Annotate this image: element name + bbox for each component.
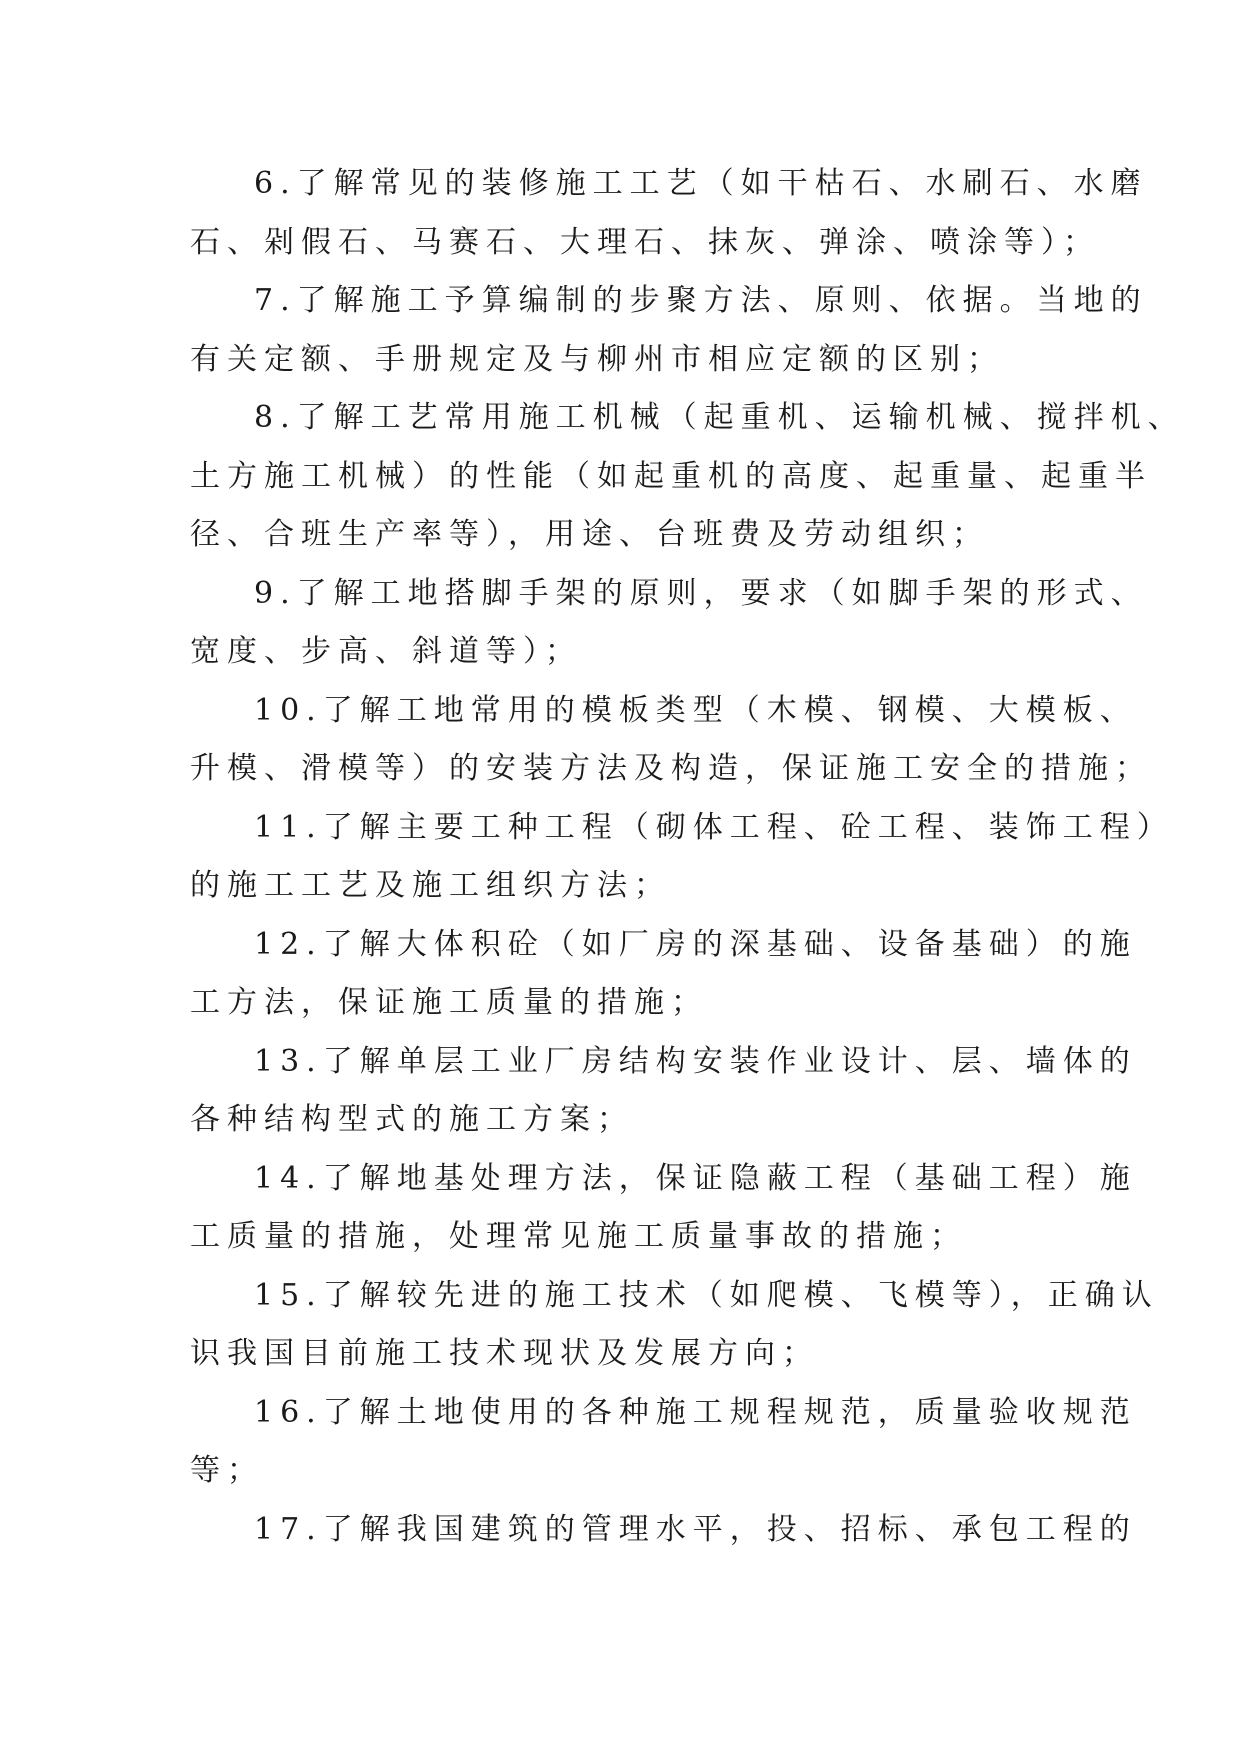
text-line: 10.了解工地常用的模板类型（木模、钢模、大模板、 — [254, 692, 1137, 728]
text-line: 识我国目前施工技术现状及发展方向； — [190, 1336, 819, 1371]
text-line: 11.了解主要工种工程（砌体工程、砼工程、装饰工程） — [254, 809, 1174, 845]
text-line: 6.了解常见的装修施工工艺（如干枯石、水刷石、水磨 — [254, 166, 1148, 201]
text-line: 9.了解工地搭脚手架的原则，要求（如脚手架的形式、 — [254, 575, 1148, 611]
text-line: 12.了解大体积砼（如厂房的深基础、设备基础）的施 — [254, 926, 1137, 962]
text-line: 8.了解工艺常用施工机械（起重机、运输机械、搅拌机、 — [254, 400, 1185, 435]
text-line: 等； — [190, 1453, 264, 1488]
text-line: 14.了解地基处理方法，保证隐蔽工程（基础工程）施 — [254, 1160, 1137, 1196]
text-line: 的施工工艺及施工组织方法； — [190, 868, 671, 903]
text-line: 各种结构型式的施工方案； — [190, 1102, 634, 1137]
document-body — [190, 155, 1185, 1559]
text-line: 工质量的措施，处理常见施工质量事故的措施； — [190, 1219, 967, 1254]
text-line: 工方法，保证施工质量的措施； — [190, 985, 708, 1020]
text-line: 升模、滑模等）的安装方法及构造，保证施工安全的措施； — [190, 751, 1152, 786]
text-line: 土方施工机械）的性能（如起重机的高度、起重量、起重半 — [190, 458, 1152, 494]
text-line: 15.了解较先进的施工技术（如爬模、飞模等），正确认 — [254, 1277, 1159, 1313]
text-line: 17.了解我国建筑的管理水平，投、招标、承包工程的 — [254, 1511, 1137, 1547]
text-line: 有关定额、手册规定及与柳州市相应定额的区别； — [190, 341, 1004, 377]
text-line: 宽度、步高、斜道等）； — [190, 634, 582, 669]
text-line: 石、剁假石、马赛石、大理石、抹灰、弹涂、喷涂等）； — [190, 224, 1100, 260]
text-line: 径、合班生产率等），用途、台班费及劳动组织； — [190, 517, 989, 552]
text-line: 13.了解单层工业厂房结构安装作业设计、层、墙体的 — [254, 1043, 1137, 1079]
text-line: 7.了解施工予算编制的步聚方法、原则、依据。当地的 — [254, 283, 1148, 318]
text-line: 16.了解土地使用的各种施工规程规范，质量验收规范 — [254, 1394, 1137, 1430]
